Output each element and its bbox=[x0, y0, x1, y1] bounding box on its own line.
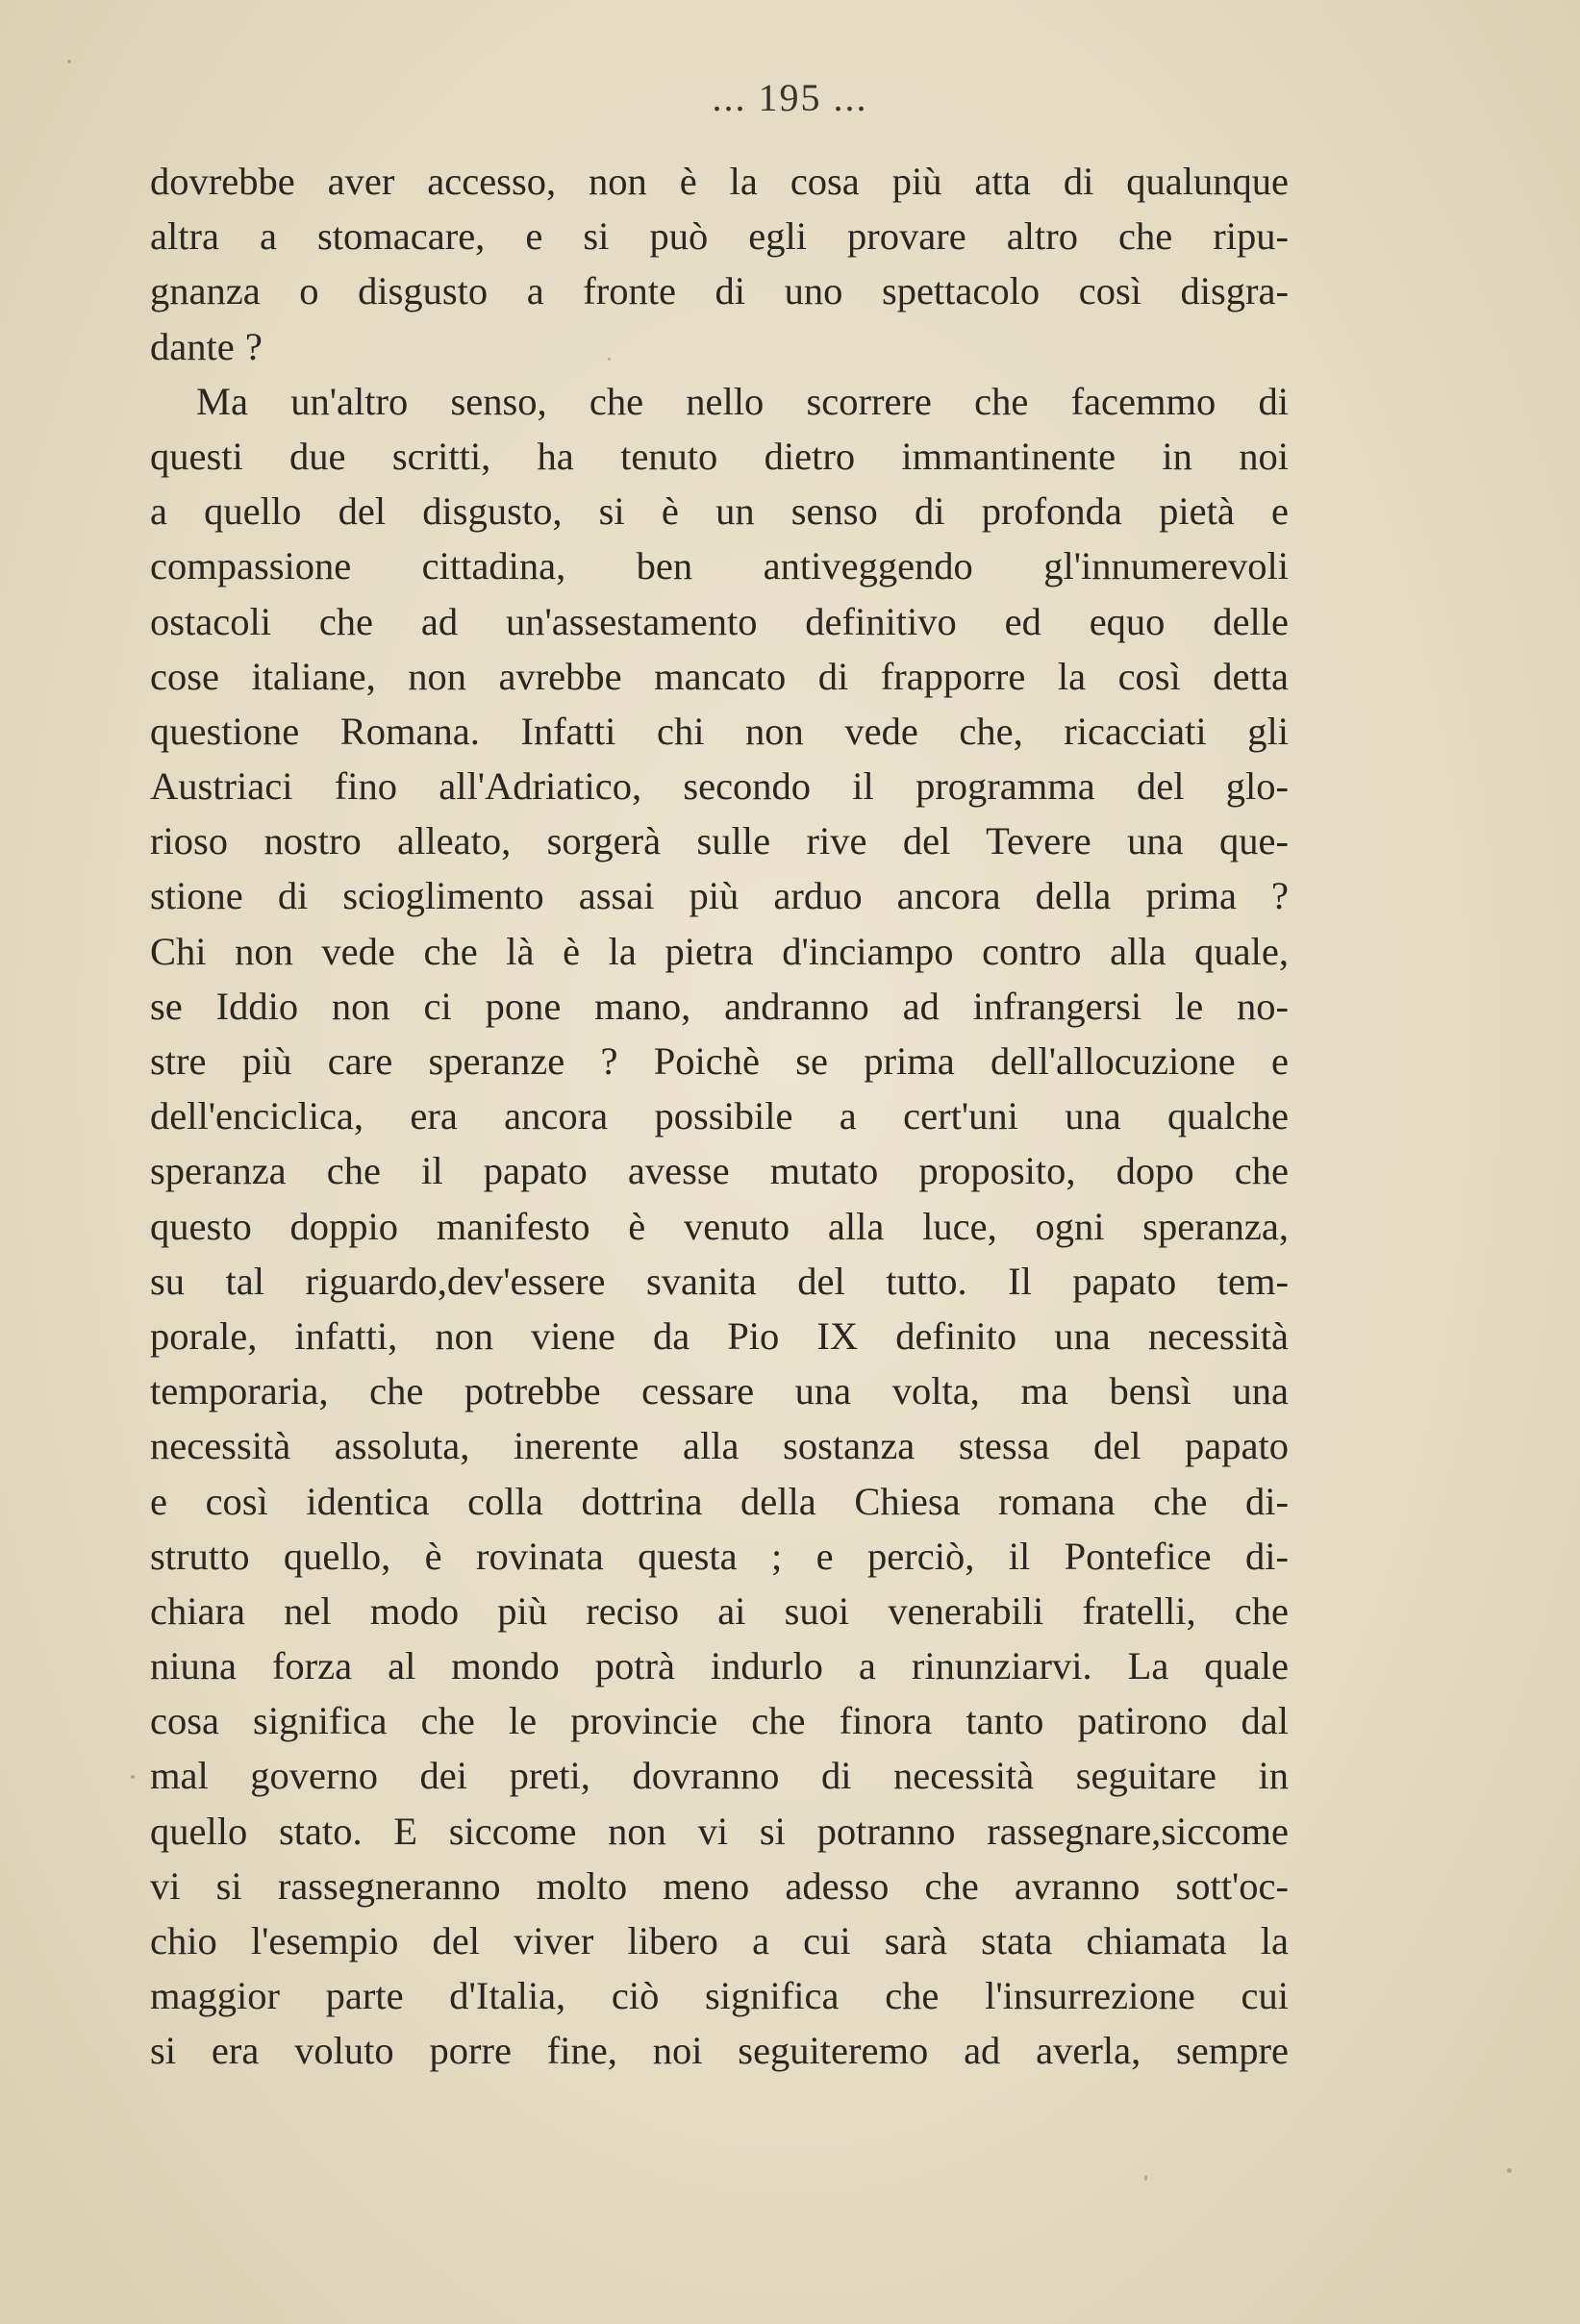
text-line: Ma un'altro senso, che nello scorrere che facemmo di bbox=[196, 379, 1289, 423]
text-line: maggior parte d'Italia, ciò significa che l'insurrezione cui bbox=[150, 1974, 1289, 2018]
paper-speck bbox=[608, 358, 611, 361]
paper-speck bbox=[1507, 2168, 1512, 2173]
text-line: e così identica colla dottrina della Chiesa romana che di- bbox=[150, 1479, 1289, 1523]
text-line: quello stato. E siccome non vi si potranno rassegnare,siccome bbox=[150, 1809, 1289, 1853]
body-text bbox=[150, 154, 1289, 2079]
text-line: si era voluto porre fine, noi seguiteremo ad averla, sempre bbox=[150, 2029, 1289, 2073]
text-line: cosa significa che le provincie che finora tanto patirono dal bbox=[150, 1699, 1289, 1743]
text-line: niuna forza al mondo potrà indurlo a rinunziarvi. La quale bbox=[150, 1644, 1289, 1688]
text-line: compassione cittadina, ben antiveggendo gl'innumerevoli bbox=[150, 544, 1289, 588]
text-line: gnanza o disgusto a fronte di uno spettacolo così disgra- bbox=[150, 269, 1289, 313]
text-line: dovrebbe aver accesso, non è la cosa più atta di qualunque bbox=[150, 160, 1289, 203]
text-line: porale, infatti, non viene da Pio IX definito una necessità bbox=[150, 1313, 1289, 1358]
text-line: necessità assoluta, inerente alla sostanza stessa del papato bbox=[150, 1424, 1289, 1468]
text-line: vi si rassegneranno molto meno adesso che avranno sott'oc- bbox=[150, 1863, 1289, 1908]
text-line: Chi non vede che là è la pietra d'inciampo contro alla quale, bbox=[150, 929, 1289, 973]
text-line: stione di scioglimento assai più arduo ancora della prima ? bbox=[150, 874, 1289, 918]
text-line: stre più care speranze ? Poichè se prima dell'allocuzione e bbox=[150, 1039, 1289, 1083]
text-line: dell'enciclica, era ancora possibile a cert'uni una qualche bbox=[150, 1094, 1289, 1138]
text-line: mal governo dei preti, dovranno di necessità seguitare in bbox=[150, 1754, 1289, 1798]
text-line: dante ? bbox=[150, 324, 263, 368]
text-line: ostacoli che ad un'assestamento definitivo ed equo delle bbox=[150, 599, 1289, 643]
paper-speck bbox=[131, 1775, 135, 1779]
text-line: strutto quello, è rovinata questa ; e perciò, il Pontefice di- bbox=[150, 1534, 1289, 1578]
text-line: chio l'esempio del viver libero a cui sarà stata chiamata la bbox=[150, 1919, 1289, 1962]
text-line: questione Romana. Infatti chi non vede che, ricacciati gli bbox=[150, 709, 1289, 753]
text-line: su tal riguardo,dev'essere svanita del tutto. Il papato tem- bbox=[150, 1259, 1289, 1303]
text-line: temporaria, che potrebbe cessare una volta, ma bensì una bbox=[150, 1369, 1289, 1413]
text-line: se Iddio non ci pone mano, andranno ad infrangersi le no- bbox=[150, 984, 1289, 1028]
paper-speck bbox=[1144, 2175, 1147, 2181]
text-line: speranza che il papato avesse mutato proposito, dopo che bbox=[150, 1149, 1289, 1193]
text-line: Austriaci fino all'Adriatico, secondo il programma del glo- bbox=[150, 764, 1289, 809]
text-line: questo doppio manifesto è venuto alla luce, ogni speranza, bbox=[150, 1204, 1289, 1248]
text-line: a quello del disgusto, si è un senso di profonda pietà e bbox=[150, 489, 1289, 534]
paper-speck bbox=[67, 60, 71, 63]
text-line: rioso nostro alleato, sorgerà sulle rive del Tevere una que- bbox=[150, 819, 1289, 863]
text-line: questi due scritti, ha tenuto dietro immantinente in noi bbox=[150, 434, 1289, 478]
text-line: altra a stomacare, e si può egli provare altro che ripu- bbox=[150, 214, 1289, 259]
page-number: ... 195 ... bbox=[712, 76, 868, 119]
text-line: chiara nel modo più reciso ai suoi venerabili fratelli, che bbox=[150, 1588, 1289, 1633]
text-line: cose italiane, non avrebbe mancato di frapporre la così detta bbox=[150, 654, 1289, 698]
